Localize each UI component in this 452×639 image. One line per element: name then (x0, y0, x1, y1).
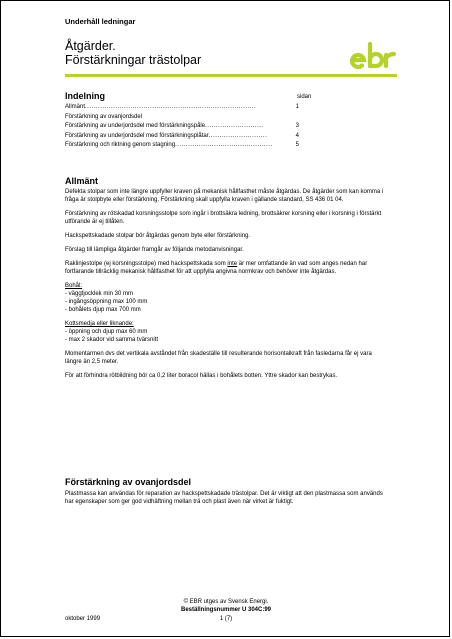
toc-page-column-label: sidan (297, 94, 312, 100)
paragraph: För att förhindra rötbildning bör ca 0,2 liter boracol hällas i bohålets botten. Yttre skador kan bestrykas. (65, 373, 338, 379)
list-item: - väggtjocklek min 30 mm (65, 291, 134, 297)
list-title-bohal: Bohål: (65, 283, 83, 289)
toc-item: Allmänt ............................................................................... 1 (65, 104, 299, 110)
toc-item: Förstärkning och riktning genom stagning ............................................. 5 (65, 142, 299, 148)
table-of-contents (65, 103, 299, 151)
section-body-ovanjordsdel (65, 490, 387, 506)
page-title (65, 39, 201, 67)
footer-date: oktober 1999 (65, 616, 101, 622)
list-item: - ingångsöppning max 100 mm (65, 299, 148, 305)
paragraph: Förslag till lämpliga åtgärder framgår av följande metodanvisningar. (65, 247, 244, 253)
title-line-2: Förstärkningar trästolpar (65, 53, 202, 67)
list-item: - öppning och djup max 60 mm (65, 329, 148, 335)
paragraph: Plastmassa kan användas för reparation av hackspettskadade trästolpar. Det är viktigt att den plastmassa som används har egenskaper som ger god vidhäftning mellan trä och plast även när virket är fuktigt. (65, 491, 383, 505)
section-heading-ovanjordsdel: Förstärkning av ovanjordsdel (65, 477, 192, 487)
list-item: - bohålets djup max 700 mm (65, 307, 141, 313)
section-body-allmant (65, 188, 387, 380)
ebr-logo (349, 41, 397, 73)
header-divider (65, 74, 397, 77)
toc-item: Förstärkning av underjordsdel med förstärkningsplåtar ........................... 4 (65, 132, 299, 139)
toc-heading: Indelning (65, 91, 105, 101)
toc-item: Förstärkning av ovanjordsdel (65, 113, 143, 120)
title-line-1: Åtgärder. (65, 39, 116, 53)
footer-page-number: 1 (7) (219, 616, 233, 622)
paragraph: Hackspettskadade stolpar bör åtgärdas genom byte eller förstärkning. (65, 233, 251, 239)
section-heading-allmant: Allmänt (65, 176, 99, 186)
paragraph: Förstärkning av rötskadad korsningsstolpe som ingår i brottsäkra ledning, brottsäkrer korsning eller i korsning i förstärkt utförande är ej tillåten. (65, 211, 382, 225)
footer-copyright: © EBR utges av Svensk Energi. (183, 599, 269, 605)
list-item: - max 2 skador vid samma tvärsnitt (65, 337, 159, 343)
footer-order-number: Beställningsnummer U 304C:99 (180, 607, 272, 613)
list-title-kottsmedja: Kottsmedja eller liknande: (65, 321, 134, 327)
ebr-logo-graphic (349, 41, 397, 73)
paragraph: Raklinjestolpe (ej korsningsstolpe) med hackspettskada som inte är mer omfattande än vad som anges nedan har fortfarande tillräcklig mekanisk hållfasthet för att uppfylla angivna normkrav och behöver inte åtgärdas. (65, 261, 368, 275)
toc-item: Förstärkning av underjordsdel med förstärkningspåle ........................... 3 (65, 123, 299, 129)
paragraph: Momentarmen dvs det vertikala avståndet från skadeställe till resulterande horisontalkraft från fasledarna får ej vara längre än 2,5 meter. (65, 351, 372, 365)
paragraph: Defekta stolpar som inte längre uppfyller kraven på mekanisk hållfasthet måste åtgärdas. De åtgärder som kan komma i fråga är stolpbyte eller förstärkning. Förstärkning skall uppfylla kraven i gällande standard, SS 436 01 04. (65, 189, 384, 203)
header-label: Underhåll ledningar (65, 17, 136, 26)
